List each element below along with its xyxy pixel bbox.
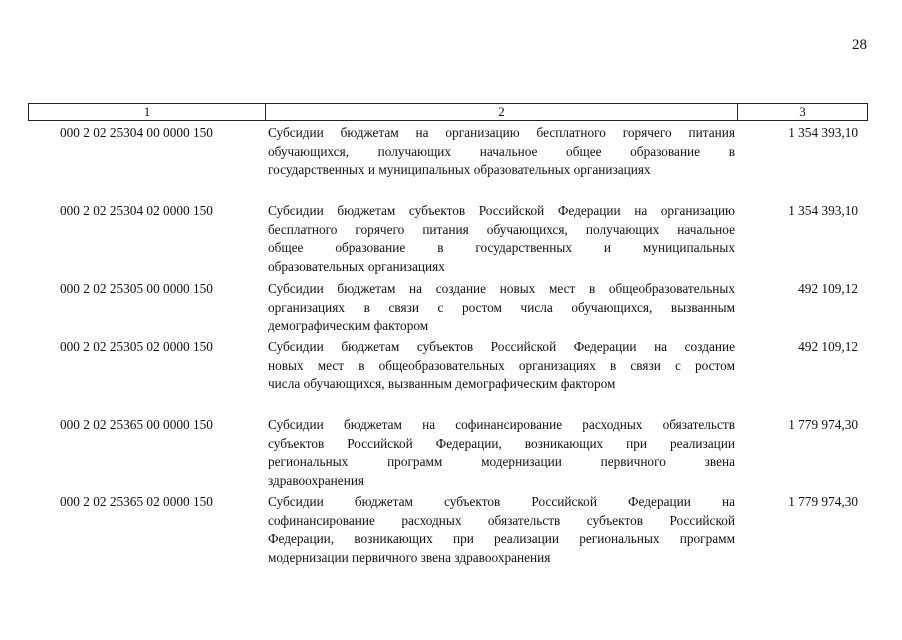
row-amount: 1 779 974,30: [788, 417, 858, 432]
row-description: [268, 416, 735, 490]
budget-code: 000 2 02 25305 00 0000 150: [60, 281, 213, 296]
description-line: софинансирование расходных обязательств субъектов Российской: [268, 512, 735, 528]
row-description: [268, 493, 735, 567]
budget-code: 000 2 02 25304 02 0000 150: [60, 203, 213, 218]
budget-code: 000 2 02 25365 02 0000 150: [60, 494, 213, 509]
row-description: [268, 280, 735, 336]
description-line: Субсидии бюджетам субъектов Российской Федерации на: [268, 494, 735, 509]
description-line: Субсидии бюджетам на организацию бесплатного горячего питания: [268, 125, 735, 140]
row-description: [268, 338, 735, 394]
budget-code: 000 2 02 25304 00 0000 150: [60, 125, 213, 140]
header-col-2: 2: [266, 104, 738, 120]
description-line: государственных и муниципальных образовательных организациях: [268, 162, 651, 177]
row-description: [268, 202, 735, 276]
budget-code: 000 2 02 25365 00 0000 150: [60, 417, 213, 432]
description-line: демографическим фактором: [268, 318, 429, 333]
description-line: здравоохранения: [268, 472, 365, 488]
table-header-row: [28, 103, 868, 121]
description-line: образовательных организациях: [268, 258, 445, 274]
description-line: организациях в связи с ростом числа обучающихся, вызванным: [268, 299, 735, 315]
description-line: Субсидии бюджетам на софинансирование расходных обязательств: [268, 417, 735, 432]
page-number: 28: [852, 37, 867, 53]
row-amount: 492 109,12: [798, 281, 858, 296]
header-col-3: 3: [799, 104, 806, 119]
description-line: общее образование в государственных и муниципальных: [268, 240, 735, 255]
description-line: Субсидии бюджетам на создание новых мест в общеобразовательных: [268, 281, 735, 296]
budget-code: 000 2 02 25305 02 0000 150: [60, 339, 213, 354]
row-amount: 492 109,12: [798, 339, 858, 354]
row-amount: 1 354 393,10: [788, 125, 858, 140]
description-line: новых мест в общеобразовательных организациях в связи с ростом: [268, 357, 735, 373]
description-line: Федерации, возникающих при реализации региональных программ: [268, 531, 735, 546]
header-col-1: 1: [29, 104, 266, 120]
row-amount: 1 354 393,10: [788, 203, 858, 218]
description-line: числа обучающихся, вызванным демографическим фактором: [268, 376, 616, 391]
row-description: [268, 124, 735, 180]
description-line: субъектов Российской Федерации, возникающих при реализации: [268, 435, 735, 451]
description-line: модернизации первичного звена здравоохранения: [268, 549, 551, 565]
row-amount: 1 779 974,30: [788, 494, 858, 509]
description-line: бесплатного горячего питания обучающихся, получающих начальное: [268, 221, 735, 237]
description-line: региональных программ модернизации первичного звена: [268, 454, 735, 469]
description-line: Субсидии бюджетам субъектов Российской Федерации на создание: [268, 339, 735, 354]
description-line: обучающихся, получающих начальное общее образование в: [268, 143, 735, 159]
description-line: Субсидии бюджетам субъектов Российской Федерации на организацию: [268, 203, 735, 218]
